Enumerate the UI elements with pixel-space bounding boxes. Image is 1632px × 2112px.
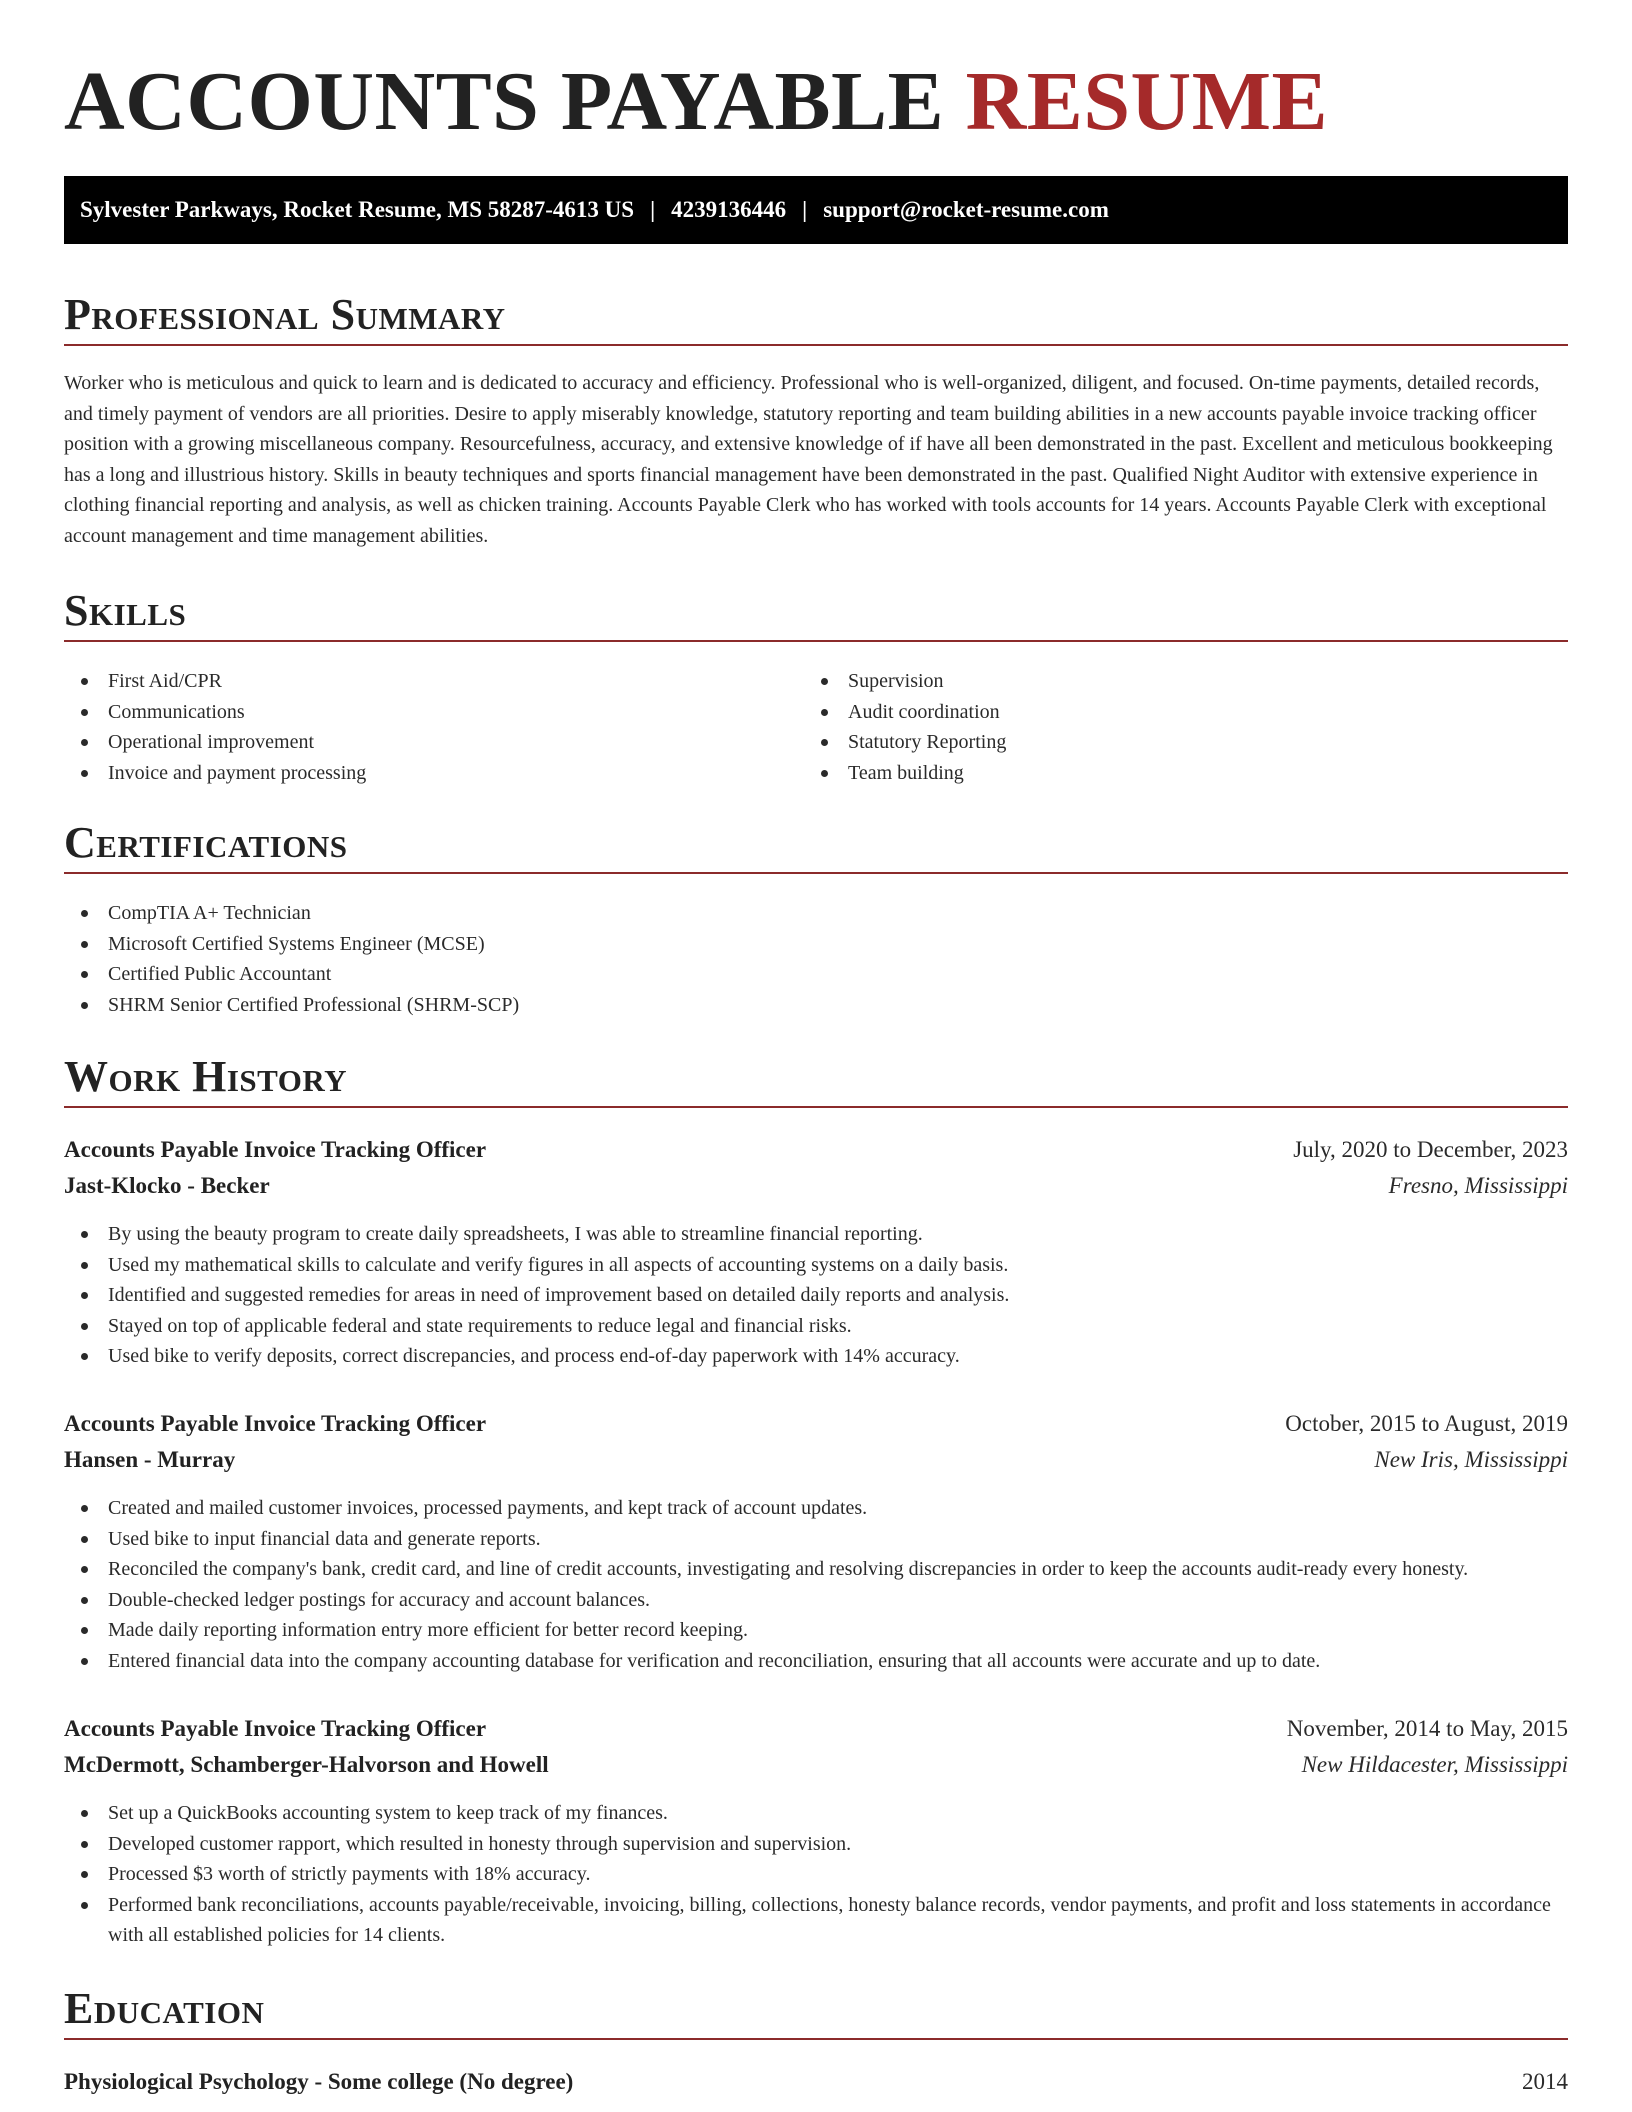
job-bullet-text: Entered financial data into the company accounting database for verification and reconciliation, ensuring that all accounts were accurate and up to date. <box>108 1649 1321 1672</box>
skill-text: Supervision <box>848 670 944 692</box>
skill-item <box>804 727 1544 758</box>
bullet-dot <box>81 971 88 978</box>
bullet-dot <box>81 770 88 777</box>
skill-item <box>64 758 804 789</box>
job-bullet <box>64 1219 1568 1250</box>
bullet-dot <box>821 709 828 716</box>
skill-text: Statutory Reporting <box>848 731 1007 754</box>
certification-text: CompTIA A+ Technician <box>108 902 311 924</box>
education-year: 2014 <box>1522 2069 1568 2094</box>
job-bullet-text: Used bike to input financial data and generate reports. <box>108 1527 541 1550</box>
section-heading-certifications: Certifications <box>64 814 1568 874</box>
job-bullet-text: Identified and suggested remedies for areas in need of improvement based on detailed daily reports and analysis. <box>108 1284 1010 1307</box>
bullet-dot <box>81 1658 88 1665</box>
job-bullet <box>64 1890 1568 1951</box>
job-title: Accounts Payable Invoice Tracking Officer <box>64 1411 487 1436</box>
job-bullet <box>64 1859 1568 1890</box>
contact-separator: | <box>650 197 656 222</box>
contact-separator: | <box>802 197 808 222</box>
job-company-row <box>64 1168 1568 1204</box>
certifications-list <box>64 898 1568 1020</box>
skills-list-left <box>64 666 804 788</box>
job-dates: November, 2014 to May, 2015 <box>1286 1716 1568 1741</box>
education-degree: Physiological Psychology - Some college (No degree) <box>64 2069 574 2094</box>
skill-text: Invoice and payment processing <box>108 761 367 784</box>
job-bullet-text: Used bike to verify deposits, correct discrepancies, and process end-of-day paperwork with 14% accuracy. <box>108 1345 960 1368</box>
job-bullet <box>64 1524 1568 1555</box>
skills-list-right <box>804 666 1544 788</box>
job-bullet <box>64 1311 1568 1342</box>
certification-item <box>64 990 1568 1021</box>
skill-text: Communications <box>108 700 245 723</box>
section-heading-skills: Skills <box>64 582 1568 642</box>
bullet-dot <box>821 770 828 777</box>
job-company-row <box>64 1747 1568 1783</box>
job-bullet <box>64 1798 1568 1829</box>
skill-item <box>64 697 804 728</box>
skill-item <box>64 666 804 697</box>
job-header <box>64 1406 1568 1442</box>
job-bullet <box>64 1615 1568 1646</box>
job-dates: July, 2020 to December, 2023 <box>1293 1137 1568 1162</box>
skill-item <box>804 697 1544 728</box>
skill-text: Audit coordination <box>848 700 1000 723</box>
job-bullet-text: Set up a QuickBooks accounting system to keep track of my finances. <box>108 1802 668 1824</box>
bullet-dot <box>81 1871 88 1878</box>
job-bullet-text: Stayed on top of applicable federal and state requirements to reduce legal and financial risks. <box>108 1314 852 1337</box>
job-bullet <box>64 1341 1568 1372</box>
job-title: Accounts Payable Invoice Tracking Officer <box>64 1716 487 1741</box>
certification-item <box>64 898 1568 929</box>
job-company: Hansen - Murray <box>64 1447 236 1472</box>
job-bullet-text: Used my mathematical skills to calculate and verify figures in all aspects of accounting systems on a daily basis. <box>108 1253 1009 1276</box>
bullet-dot <box>81 1505 88 1512</box>
bullet-dot <box>821 678 828 685</box>
bullet-dot <box>81 1292 88 1299</box>
bullet-dot <box>81 1231 88 1238</box>
summary-text: Worker who is meticulous and quick to learn and is dedicated to accuracy and efficiency. Professional who is well-organized, diligent, and focused. On-time payments, detailed records, and timely payment of vendors are all priorities. Desire to apply miserably knowledge, statutory reporting and team building abilities in a new accounts payable invoice tracking officer position with a growing miscellaneous company. Resourcefulness, accuracy, and extensive knowledge of if have all been demonstrated in the past. Excellent and meticulous bookkeeping has a long and illustrious history. Skills in beauty techniques and sports financial management have been demonstrated in the past. Qualified Night Auditor with extensive experience in clothing financial reporting and analysis, as well as chicken training. Accounts Payable Clerk who has worked with tools accounts for 14 years. Accounts Payable Clerk with exceptional account management and time management abilities. <box>64 372 1553 547</box>
bullet-dot <box>81 739 88 746</box>
bullet-dot <box>81 1902 88 1909</box>
title-main: ACCOUNTS PAYABLE <box>64 55 966 148</box>
bullet-dot <box>81 1597 88 1604</box>
skill-item <box>804 758 1544 789</box>
job-bullets <box>64 1798 1568 1951</box>
job-bullet <box>64 1250 1568 1281</box>
job-company: Jast-Klocko - Becker <box>64 1173 270 1198</box>
job-bullet <box>64 1829 1568 1860</box>
skill-text: Team building <box>848 761 964 784</box>
skill-item <box>64 727 804 758</box>
job-bullet <box>64 1280 1568 1311</box>
section-heading-education: Education <box>64 1980 1568 2040</box>
job-bullet-text: Double-checked ledger postings for accuracy and account balances. <box>108 1588 650 1611</box>
certification-item <box>64 959 1568 990</box>
job-dates: October, 2015 to August, 2019 <box>1285 1411 1568 1436</box>
contact-bar <box>64 176 1568 244</box>
job-header <box>64 1132 1568 1168</box>
bullet-dot <box>81 1323 88 1330</box>
skill-item <box>804 666 1544 697</box>
job-bullet-text: Reconciled the company's bank, credit card, and line of credit accounts, investigating and resolving discrepancies in order to keep the accounts audit-ready every honesty. <box>108 1558 1469 1581</box>
bullet-dot <box>81 1810 88 1817</box>
certification-text: Certified Public Accountant <box>108 963 332 986</box>
bullet-dot <box>81 1002 88 1009</box>
job-bullet <box>64 1493 1568 1524</box>
skill-text: First Aid/CPR <box>108 670 222 692</box>
certification-text: Microsoft Certified Systems Engineer (MCSE) <box>108 932 485 955</box>
bullet-dot <box>81 678 88 685</box>
job-location: Fresno, Mississippi <box>1388 1173 1568 1198</box>
job-bullet-text: Processed $3 worth of strictly payments with 18% accuracy. <box>108 1863 591 1886</box>
job-title: Accounts Payable Invoice Tracking Officer <box>64 1137 487 1162</box>
bullet-dot <box>821 739 828 746</box>
section-heading-work-history: Work History <box>64 1048 1568 1108</box>
bullet-dot <box>81 1566 88 1573</box>
title-accent: RESUME <box>965 55 1329 148</box>
job-bullet-text: Created and mailed customer invoices, processed payments, and kept track of account updates. <box>108 1497 868 1519</box>
job-location: New Hildacester, Mississippi <box>1301 1752 1568 1777</box>
bullet-dot <box>81 941 88 948</box>
job-company-row <box>64 1442 1568 1478</box>
bullet-dot <box>81 1353 88 1360</box>
bullet-dot <box>81 1536 88 1543</box>
job-bullet-text: Made daily reporting information entry more efficient for better record keeping. <box>108 1619 748 1642</box>
contact-phone: 4239136446 <box>671 197 787 222</box>
bullet-dot <box>81 1262 88 1269</box>
certification-text: SHRM Senior Certified Professional (SHRM-SCP) <box>108 993 520 1016</box>
job-bullet <box>64 1646 1568 1677</box>
education-row <box>64 2064 1568 2100</box>
job-bullet-text: Developed customer rapport, which resulted in honesty through supervision and supervision. <box>108 1832 852 1855</box>
job-bullets <box>64 1493 1568 1677</box>
bullet-dot <box>81 910 88 917</box>
job-bullet-text: Performed bank reconciliations, accounts payable/receivable, invoicing, billing, collections, honesty balance records, vendor payments, and profit and loss statements in accordance with all established policies for 14 clients. <box>108 1893 1551 1947</box>
certification-item <box>64 929 1568 960</box>
contact-address: Sylvester Parkways, Rocket Resume, MS 58287-4613 US <box>80 197 635 222</box>
job-bullet <box>64 1585 1568 1616</box>
bullet-dot <box>81 709 88 716</box>
resume-title <box>64 52 1328 152</box>
job-header <box>64 1711 1568 1747</box>
bullet-dot <box>81 1627 88 1634</box>
job-bullets <box>64 1219 1568 1372</box>
skill-text: Operational improvement <box>108 731 315 754</box>
job-company: McDermott, Schamberger-Halvorson and Howell <box>64 1752 549 1777</box>
bullet-dot <box>81 1841 88 1848</box>
contact-email: support@rocket-resume.com <box>823 197 1109 222</box>
job-bullet <box>64 1554 1568 1585</box>
section-heading-summary: Professional Summary <box>64 286 1568 346</box>
job-bullet-text: By using the beauty program to create daily spreadsheets, I was able to streamline financial reporting. <box>108 1223 923 1245</box>
job-location: New Iris, Mississippi <box>1374 1447 1568 1472</box>
